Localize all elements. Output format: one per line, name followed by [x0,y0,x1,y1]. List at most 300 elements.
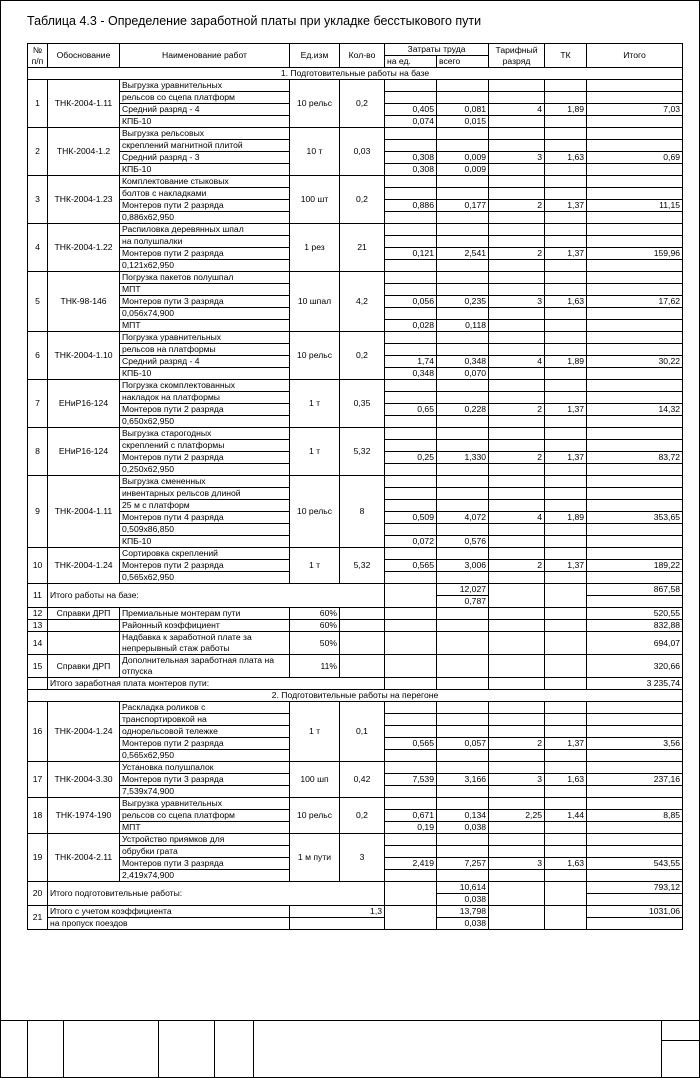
work-name: КПБ-10 [120,116,290,128]
cell [489,632,545,655]
tariff-grade [489,80,545,92]
labor-total: 0,787 [437,596,489,608]
row-basis: ТНК-98-146 [48,272,120,332]
tk-value [545,332,587,344]
tk-value [545,846,587,858]
header-labor: Затраты труда [385,44,489,56]
row-total [587,236,683,248]
row-unit: 10 рельс [290,332,340,380]
work-name: Выгрузка рельсовых [120,128,290,140]
row-qty: 3 [340,834,385,882]
work-name: 2,419х74,900 [120,870,290,882]
labor-per-unit: 0,028 [385,320,437,332]
row-basis: ТНК-2004-2.11 [48,834,120,882]
row-total: 353,65 [587,512,683,524]
row-total: 0,69 [587,152,683,164]
labor-total [437,572,489,584]
work-name: 7,539х74,900 [120,786,290,798]
row-unit: 10 рельс [290,476,340,548]
labor-total [437,762,489,774]
tariff-grade [489,212,545,224]
row-unit: 10 рельс [290,798,340,834]
row-num: 11 [28,584,48,608]
row-basis: ТНК-2004-1.24 [48,548,120,584]
labor-per-unit [385,392,437,404]
labor-total [437,702,489,714]
row-total: 159,96 [587,248,683,260]
row-basis: ТНК-2004-1.24 [48,702,120,762]
row-total: 30,22 [587,356,683,368]
labor-per-unit [385,284,437,296]
row-unit: 1 т [290,702,340,762]
tariff-grade: 2 [489,452,545,464]
cell [340,608,385,620]
row-basis: ТНК-2004-1.2 [48,128,120,176]
labor-total [437,128,489,140]
work-name: КПБ-10 [120,164,290,176]
work-name: 0,886х62,950 [120,212,290,224]
row-total [587,212,683,224]
row-qty: 0,03 [340,128,385,176]
row-basis: ТНК-2004-1.10 [48,332,120,380]
labor-per-unit: 0,671 [385,810,437,822]
tk-value [545,500,587,512]
extra-row [28,620,683,632]
header-per-unit: на ед. [385,56,437,68]
tk-value [545,714,587,726]
work-name: Выгрузка уравнительных [120,80,290,92]
tk-value [545,464,587,476]
labor-total [437,284,489,296]
cell [385,678,437,690]
labor-total: 10,614 [437,882,489,894]
tk-value: 1,37 [545,248,587,260]
work-name: 0,565х62,950 [120,572,290,584]
header-qty: Кол-во [340,44,385,68]
work-name: Средний разряд - 4 [120,104,290,116]
tk-value [545,524,587,536]
labor-total [437,344,489,356]
tk-value [545,128,587,140]
row-total [587,116,683,128]
row-total: 867,58 [587,584,683,596]
labor-total: 0,348 [437,356,489,368]
tk-value [545,308,587,320]
work-name: 0,121х62,950 [120,260,290,272]
row-num: 2 [28,128,48,176]
tariff-grade [489,846,545,858]
row-total [587,320,683,332]
labor-per-unit [385,572,437,584]
row-total [587,284,683,296]
labor-total [437,188,489,200]
labor-total [437,834,489,846]
cell [385,584,437,608]
row-total [587,572,683,584]
cell [545,655,587,678]
work-name: Погрузка пакетов полушпал [120,272,290,284]
tariff-grade [489,548,545,560]
table-row [28,702,683,714]
table-row [28,428,683,440]
row-total: 17,62 [587,296,683,308]
labor-per-unit: 0,565 [385,560,437,572]
tariff-grade [489,128,545,140]
row-basis: Справки ДРП [48,655,120,678]
tariff-grade [489,224,545,236]
extra-row [28,608,683,620]
labor-total [437,260,489,272]
labor-per-unit [385,212,437,224]
row-total [587,464,683,476]
labor-total [437,500,489,512]
tk-value: 1,63 [545,296,587,308]
labor-per-unit [385,272,437,284]
row-total [587,440,683,452]
labor-total [437,870,489,882]
work-name: Монтеров пути 4 разряда [120,512,290,524]
labor-per-unit [385,344,437,356]
tariff-grade: 3 [489,296,545,308]
labor-per-unit: 0,074 [385,116,437,128]
row-total: 320,66 [587,655,683,678]
header-total-labor: всего [437,56,489,68]
labor-per-unit [385,476,437,488]
cell [385,608,437,620]
row-num: 8 [28,428,48,476]
cell [489,655,545,678]
wage-table [27,43,683,930]
tariff-grade [489,92,545,104]
labor-total: 0,009 [437,152,489,164]
tariff-grade [489,702,545,714]
row-total [587,176,683,188]
row-basis: ТНК-1974-190 [48,798,120,834]
labor-per-unit: 0,886 [385,200,437,212]
work-name: Погрузка скомплектованных [120,380,290,392]
row-total [587,80,683,92]
row-total [587,344,683,356]
cell [290,918,385,930]
tariff-grade [489,488,545,500]
labor-per-unit: 0,348 [385,368,437,380]
row-basis [48,620,120,632]
work-name: Средний разряд - 4 [120,356,290,368]
table-row [28,762,683,774]
row-basis: Справки ДРП [48,608,120,620]
row-unit: 100 шп [290,762,340,798]
labor-total [437,714,489,726]
row-num: 7 [28,380,48,428]
cell [385,632,437,655]
labor-per-unit [385,524,437,536]
row-num: 15 [28,655,48,678]
section-row [28,690,683,702]
tariff-grade [489,798,545,810]
row-unit: 1 рез [290,224,340,272]
header-total: Итого [587,44,683,68]
tariff-grade: 4 [489,356,545,368]
labor-per-unit [385,416,437,428]
labor-total: 7,257 [437,858,489,870]
work-name: 0,509х86,850 [120,524,290,536]
work-name: Раскладка роликов с [120,702,290,714]
tariff-grade [489,834,545,846]
work-name: 0,056х74,900 [120,308,290,320]
cell [545,632,587,655]
row-basis: ЕНиР16-124 [48,428,120,476]
tk-value [545,726,587,738]
labor-per-unit [385,500,437,512]
work-name: инвентарных рельсов длиной [120,488,290,500]
row-total [587,260,683,272]
labor-per-unit [385,834,437,846]
labor-total [437,332,489,344]
work-name: Монтеров пути 2 разряда [120,248,290,260]
tariff-grade [489,870,545,882]
tariff-grade [489,392,545,404]
header-basis: Обоснование [48,44,120,68]
labor-per-unit [385,702,437,714]
percent: 60% [290,608,340,620]
cell [489,608,545,620]
table-row [28,834,683,846]
cell [385,906,437,930]
row-unit: 1 т [290,428,340,476]
tariff-grade [489,140,545,152]
tk-value [545,284,587,296]
tk-value [545,140,587,152]
cell [437,655,489,678]
row-total: 543,55 [587,858,683,870]
labor-total [437,380,489,392]
labor-per-unit [385,260,437,272]
row-num: 5 [28,272,48,332]
row-basis: ТНК-2004-1.11 [48,80,120,128]
cell [437,632,489,655]
work-name: Выгрузка уравнительных [120,798,290,810]
tariff-grade [489,536,545,548]
tk-value [545,488,587,500]
tariff-grade: 2 [489,404,545,416]
row-total [587,428,683,440]
work-name: однорельсовой тележке [120,726,290,738]
labor-per-unit [385,380,437,392]
row-qty: 5,32 [340,548,385,584]
work-name: КПБ-10 [120,368,290,380]
tariff-grade: 2 [489,248,545,260]
labor-total [437,80,489,92]
cell [545,882,587,906]
tk-value: 1,89 [545,104,587,116]
cell [587,596,683,608]
row-basis: ТНК-2004-1.22 [48,224,120,272]
tariff-grade [489,260,545,272]
section-row [28,68,683,80]
labor-total [437,476,489,488]
total-label: Итого с учетом коэффициента [48,906,290,918]
labor-per-unit [385,224,437,236]
row-num: 1 [28,80,48,128]
tk-value [545,440,587,452]
labor-total [437,488,489,500]
tk-value [545,392,587,404]
labor-per-unit [385,762,437,774]
tariff-grade [489,332,545,344]
row-total [587,272,683,284]
tariff-grade [489,464,545,476]
work-name: МПТ [120,320,290,332]
row-qty: 4,2 [340,272,385,332]
tariff-grade [489,440,545,452]
work-name: Монтеров пути 2 разряда [120,404,290,416]
work-name: Монтеров пути 2 разряда [120,200,290,212]
cell [545,678,587,690]
tk-value: 1,63 [545,152,587,164]
row-total [587,786,683,798]
percent: 11% [290,655,340,678]
section-title: 2. Подготовительные работы на перегоне [28,690,683,702]
labor-total [437,798,489,810]
work-name: на полушпалки [120,236,290,248]
tk-value [545,92,587,104]
cell [340,620,385,632]
row-total [587,416,683,428]
work-name: Комплектование стыковых [120,176,290,188]
labor-total [437,428,489,440]
row-total [587,762,683,774]
work-name: рельсов со сцепа платформ [120,92,290,104]
labor-total: 0,081 [437,104,489,116]
table-row [28,80,683,92]
row-unit: 10 т [290,128,340,176]
work-name: Распиловка деревянных шпал [120,224,290,236]
header-name: Наименование работ [120,44,290,68]
labor-total: 0,177 [437,200,489,212]
labor-total [437,308,489,320]
tk-value: 1,37 [545,404,587,416]
labor-per-unit [385,464,437,476]
tk-value [545,572,587,584]
total-row [28,882,683,894]
labor-total: 13,798 [437,906,489,918]
header-grade: Тарифный разряд [489,44,545,68]
tk-value [545,798,587,810]
labor-per-unit [385,236,437,248]
work-name: Монтеров пути 2 разряда [120,452,290,464]
row-num: 4 [28,224,48,272]
tk-value [545,548,587,560]
labor-per-unit [385,714,437,726]
total-row [28,584,683,596]
tariff-grade [489,308,545,320]
labor-total: 12,027 [437,584,489,596]
tk-value [545,224,587,236]
table-row [28,128,683,140]
row-unit: 1 т [290,380,340,428]
labor-per-unit: 0,565 [385,738,437,750]
row-total [587,92,683,104]
row-total [587,476,683,488]
cell [545,906,587,930]
cell [489,678,545,690]
labor-per-unit [385,308,437,320]
work-name: болтов с накладками [120,188,290,200]
tariff-grade [489,714,545,726]
row-qty: 5,32 [340,428,385,476]
tk-value: 1,37 [545,452,587,464]
labor-total [437,140,489,152]
tk-value [545,750,587,762]
tariff-grade [489,786,545,798]
header-num: № п/п [28,44,48,68]
tariff-grade [489,116,545,128]
row-total: 520,55 [587,608,683,620]
row-num: 17 [28,762,48,798]
labor-per-unit: 0,509 [385,512,437,524]
labor-per-unit [385,750,437,762]
tariff-grade [489,380,545,392]
table-row [28,380,683,392]
labor-per-unit [385,798,437,810]
row-unit: 100 шт [290,176,340,224]
tk-value [545,428,587,440]
tk-value [545,536,587,548]
labor-per-unit [385,846,437,858]
row-qty: 0,2 [340,176,385,224]
tariff-grade [489,428,545,440]
cell [489,906,545,930]
labor-per-unit: 1,74 [385,356,437,368]
work-name: МПТ [120,284,290,296]
labor-total [437,750,489,762]
work-name: МПТ [120,822,290,834]
row-total: 14,32 [587,404,683,416]
row-total [587,308,683,320]
cell [587,894,683,906]
row-total: 793,12 [587,882,683,894]
row-total: 7,03 [587,104,683,116]
work-name: Дополнительная заработная плата на отпуска [120,655,290,678]
work-name: скреплений с платформы [120,440,290,452]
percent: 50% [290,632,340,655]
work-name: Монтеров пути 3 разряда [120,296,290,308]
row-num: 13 [28,620,48,632]
tariff-grade [489,500,545,512]
work-name: Средний разряд - 3 [120,152,290,164]
row-num: 16 [28,702,48,762]
labor-per-unit: 0,405 [385,104,437,116]
tk-value [545,416,587,428]
labor-per-unit [385,488,437,500]
labor-per-unit [385,786,437,798]
table-row [28,272,683,284]
tariff-grade: 2,25 [489,810,545,822]
row-total [587,188,683,200]
labor-total [437,92,489,104]
tariff-grade [489,762,545,774]
labor-total [437,846,489,858]
labor-per-unit: 0,65 [385,404,437,416]
row-total: 11,15 [587,200,683,212]
labor-total: 0,038 [437,822,489,834]
work-name: Сортировка скреплений [120,548,290,560]
tk-value: 1,44 [545,810,587,822]
tk-value [545,236,587,248]
row-basis: ТНК-2004-3.30 [48,762,120,798]
wage-total-row [28,678,683,690]
labor-total [437,548,489,560]
